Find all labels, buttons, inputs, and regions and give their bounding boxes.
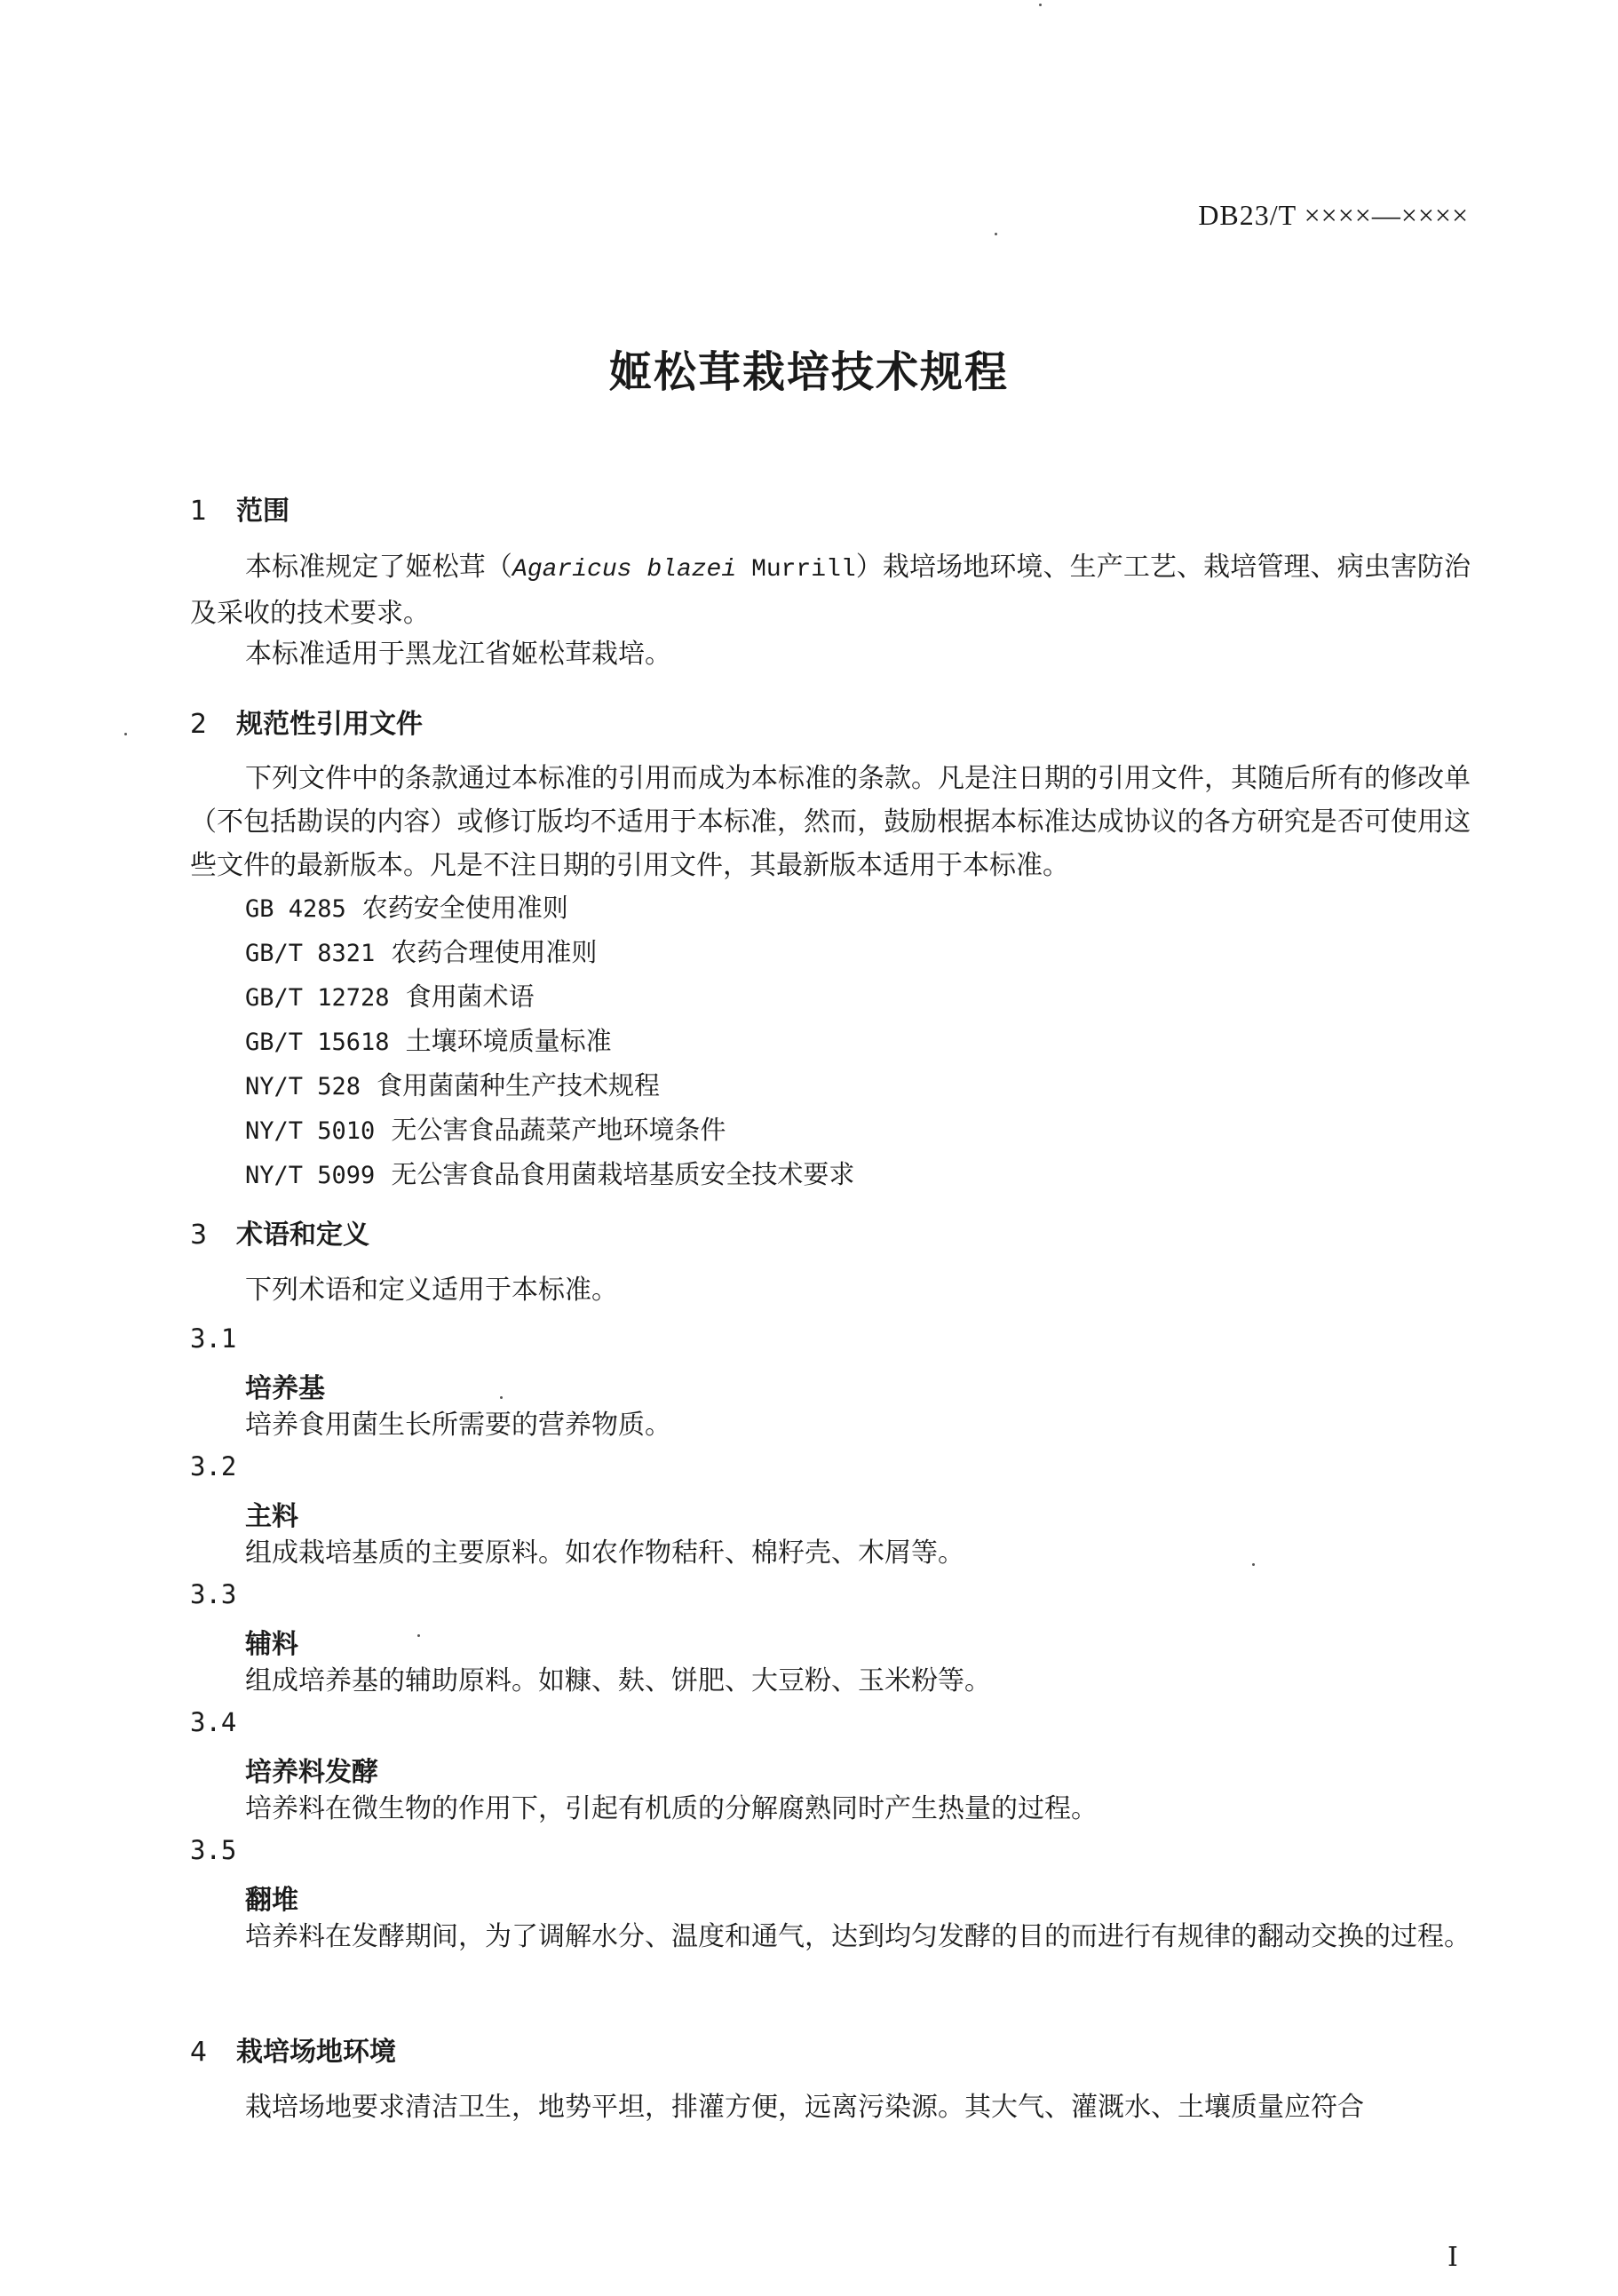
reference-name: 无公害食品蔬菜产地环境条件 <box>391 1115 726 1145</box>
reference-code: GB 4285 <box>245 895 346 923</box>
term-number: 3.3 <box>190 1579 237 1609</box>
scan-speck <box>417 1634 420 1637</box>
section-3-intro: 下列术语和定义适用于本标准。 <box>245 1275 618 1306</box>
section-number: 3 <box>190 1220 208 1251</box>
reference-item <box>245 1064 854 1108</box>
term-name: 培养料发酵 <box>245 1757 378 1788</box>
term-number: 3.1 <box>190 1323 237 1354</box>
reference-name: 农药合理使用准则 <box>391 937 598 967</box>
section-1-paragraph-1 <box>190 545 1471 635</box>
section-title: 范围 <box>236 496 289 527</box>
document-title: 姬松茸栽培技术规程 <box>608 347 1009 397</box>
reference-code: GB/T 8321 <box>245 940 376 967</box>
latin-name-author: Murrill <box>736 556 856 584</box>
reference-code: GB/T 15618 <box>245 1029 390 1056</box>
term-name: 培养基 <box>245 1373 325 1404</box>
page-number: I <box>1447 2242 1458 2273</box>
latin-name-italic: Agaricus blazei <box>512 556 737 584</box>
term-definition: 培养料在微生物的作用下，引起有机质的分解腐熟同时产生热量的过程。 <box>245 1793 1098 1824</box>
text-run: 本标准规定了姬松茸（ <box>245 552 513 583</box>
section-4-heading <box>190 2030 396 2069</box>
reference-name: 食用菌术语 <box>405 981 535 1012</box>
term-number: 3.5 <box>190 1835 237 1865</box>
term-definition: 组成栽培基质的主要原料。如农作物秸秆、棉籽壳、木屑等。 <box>245 1537 964 1569</box>
term-definition: 组成培养基的辅助原料。如糠、麸、饼肥、大豆粉、玉米粉等。 <box>245 1665 991 1696</box>
term-definition: 培养料在发酵期间，为了调解水分、温度和通气，达到均匀发酵的目的而进行有规律的翻动交换的过程。 <box>245 1921 1471 1952</box>
scan-speck <box>995 233 997 235</box>
section-1-heading <box>190 489 289 528</box>
term-definition: 培养食用菌生长所需要的营养物质。 <box>245 1410 671 1441</box>
reference-name: 无公害食品食用菌栽培基质安全技术要求 <box>391 1159 855 1189</box>
term-name: 主料 <box>245 1501 298 1532</box>
reference-item <box>245 1108 854 1153</box>
section-1-paragraph-2: 本标准适用于黑龙江省姬松茸栽培。 <box>245 639 671 670</box>
section-2-heading <box>190 702 423 741</box>
section-title: 术语和定义 <box>236 1220 369 1251</box>
section-number: 4 <box>190 2037 208 2068</box>
reference-code: GB/T 12728 <box>245 984 390 1012</box>
section-title: 栽培场地环境 <box>236 2037 396 2068</box>
reference-item <box>245 931 854 975</box>
section-title: 规范性引用文件 <box>236 709 423 740</box>
reference-item <box>245 1153 854 1197</box>
reference-item <box>245 886 854 931</box>
term-name: 辅料 <box>245 1629 298 1660</box>
term-name: 翻堆 <box>245 1885 298 1916</box>
section-number: 1 <box>190 496 208 527</box>
term-number: 3.4 <box>190 1707 237 1737</box>
scan-speck <box>500 1396 503 1399</box>
section-3-heading <box>190 1212 369 1251</box>
section-2-paragraph-1: 下列文件中的条款通过本标准的引用而成为本标准的条款。凡是注日期的引用文件，其随后所有的修改单（不包括勘误的内容）或修订版均不适用于本标准，然而，鼓励根据本标准达成协议的各方研究是否可使用这些文件的最新版本。凡是不注日期的引用文件，其最新版本适用于本标准。 <box>190 763 1471 881</box>
reference-item <box>245 1020 854 1064</box>
section-number: 2 <box>190 709 208 740</box>
reference-name: 土壤环境质量标准 <box>405 1026 612 1056</box>
section-4-paragraph-1: 栽培场地要求清洁卫生，地势平坦，排灌方便，远离污染源。其大气、灌溉水、土壤质量应符合 <box>245 2092 1364 2123</box>
reference-code: NY/T 5099 <box>245 1162 376 1189</box>
scan-speck <box>1252 1563 1255 1566</box>
scan-speck <box>1039 4 1042 6</box>
scan-speck <box>124 733 127 735</box>
reference-name: 食用菌菌种生产技术规程 <box>377 1070 661 1100</box>
reference-name: 农药安全使用准则 <box>361 893 568 923</box>
reference-item <box>245 975 854 1020</box>
text-run: ）栽培场地环境、生产工艺、栽培管理、病虫害防治及采收的技术要求。 <box>190 552 1471 629</box>
reference-list <box>245 886 854 1197</box>
term-number: 3.2 <box>190 1451 237 1482</box>
reference-code: NY/T 5010 <box>245 1117 376 1145</box>
reference-code: NY/T 528 <box>245 1073 361 1100</box>
standard-code: DB23/T ××××—×××× <box>1198 199 1469 231</box>
